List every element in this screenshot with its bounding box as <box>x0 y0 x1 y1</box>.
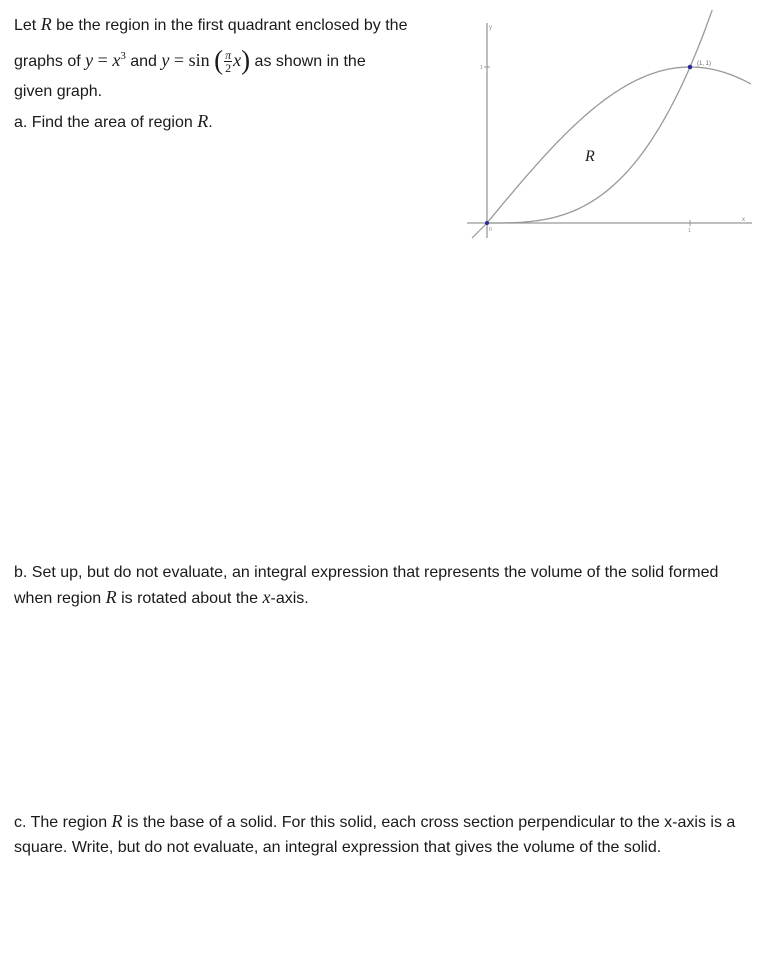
y-tick-label: 1 <box>480 65 483 71</box>
region-variable: R <box>40 14 52 34</box>
question-c: c. The region R is the base of a solid. For this solid, each cross section perpendicular to the x-axis is a square. Write, but do not evaluate, an integral expression that gives the volume of the solid. <box>14 811 736 856</box>
origin-point <box>485 221 489 225</box>
sine-curve <box>487 67 751 223</box>
cubic-curve <box>487 10 758 223</box>
region-graph <box>462 10 758 246</box>
intro-text: as shown in the <box>250 53 366 70</box>
cubic-curve-tail <box>472 223 487 238</box>
intersection-point <box>688 65 693 70</box>
question-a: a. Find the area of region R. <box>14 111 213 131</box>
intro-text: and <box>125 53 162 70</box>
y-axis-label: y <box>489 25 492 31</box>
origin-label: 0 <box>489 227 492 233</box>
x-axis-label: x <box>742 217 745 223</box>
region-label: R <box>585 148 595 165</box>
intro-line-2 <box>14 41 459 77</box>
pi-over-two-fraction: $\frac{\pi}{2}$ <box>225 48 232 76</box>
equation-sine: y = sin ( $\frac{\pi}{2}$ x) <box>161 45 251 76</box>
intro-text: Let <box>14 17 41 34</box>
problem-statement <box>14 9 459 107</box>
intro-line-1 <box>14 9 459 41</box>
intro-text: graphs of <box>14 53 86 70</box>
intersection-label: (1, 1) <box>697 61 712 67</box>
x-tick-label: 1 <box>688 228 691 234</box>
intro-text: be the region in the first quadrant enclosed by the <box>51 17 408 34</box>
equation-cubic: $y = x^3$ <box>85 50 126 70</box>
intro-line-3: given graph. <box>14 83 103 100</box>
question-b: b. Set up, but do not evaluate, an integral expression that represents the volume of the solid formed when region R is rotated about the x-axis. <box>14 564 719 607</box>
